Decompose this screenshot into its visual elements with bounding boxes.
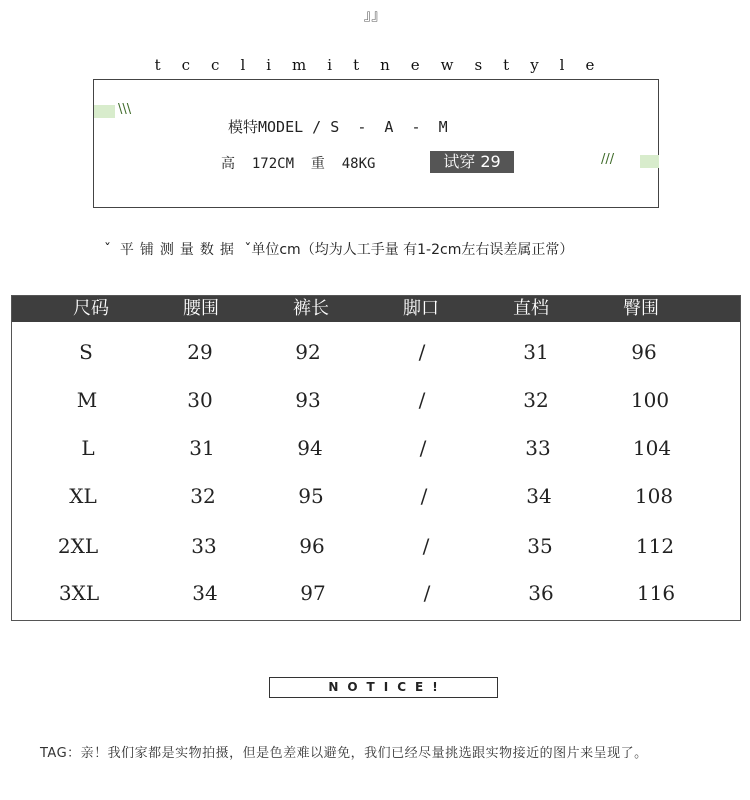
header-length: 裤长 xyxy=(293,298,329,319)
weight-value: 48KG xyxy=(341,156,376,172)
table-header-row xyxy=(12,296,740,322)
cell-hem: / xyxy=(418,340,426,364)
cell-hem: / xyxy=(422,534,430,558)
notice-label: NOTICE! xyxy=(269,677,498,698)
cell-waist: 34 xyxy=(192,581,218,605)
cell-hem: / xyxy=(418,388,426,412)
unit-note: 单位cm（均为人工手量 有1-2cm左右误差属正常） xyxy=(251,242,574,258)
left-decoration xyxy=(93,102,153,119)
brand-line: tcclimitnewstyle xyxy=(154,56,616,74)
cell-rise: 35 xyxy=(527,534,553,558)
cell-waist: 33 xyxy=(191,534,217,558)
cell-length: 92 xyxy=(295,340,321,364)
cell-rise: 31 xyxy=(523,340,549,364)
cell-size: 2XL xyxy=(57,534,99,558)
cell-length: 96 xyxy=(299,534,325,558)
header-hem: 脚口 xyxy=(403,298,439,319)
cell-rise: 33 xyxy=(525,436,551,460)
measure-title: 平铺测量数据 xyxy=(119,242,240,258)
header-waist: 腰围 xyxy=(183,298,219,319)
model-size-line: 模特MODEL / S - A - M xyxy=(228,118,448,136)
right-decoration xyxy=(598,152,660,169)
cell-hip: 116 xyxy=(636,581,676,605)
weight-label: 重 xyxy=(310,156,325,172)
chevron-down-icon: ˇ xyxy=(104,242,111,258)
cell-hem: / xyxy=(423,581,431,605)
cell-waist: 29 xyxy=(187,340,213,364)
deco-bar xyxy=(640,155,659,168)
header-size: 尺码 xyxy=(73,298,109,319)
cell-hem: / xyxy=(420,484,428,508)
cell-hip: 112 xyxy=(635,534,675,558)
cell-hem: / xyxy=(419,436,427,460)
deco-slashes: /// xyxy=(601,152,615,167)
footer-tag: TAG：亲！我们家都是实物拍摄，但是色差难以避免，我们已经尽量挑选跟实物接近的图片来呈现了。 xyxy=(40,746,648,761)
model-stats xyxy=(221,153,375,173)
cell-waist: 32 xyxy=(190,484,216,508)
cell-length: 97 xyxy=(300,581,326,605)
cell-size: S xyxy=(79,340,93,364)
chevron-down-icon: ˇ xyxy=(244,242,252,258)
model-info-box xyxy=(93,79,659,208)
cell-hip: 96 xyxy=(631,340,657,364)
header-hip: 臀围 xyxy=(623,298,659,319)
deco-bar xyxy=(94,105,115,118)
height-label: 高 xyxy=(221,156,235,172)
cell-rise: 32 xyxy=(523,388,549,412)
cell-hip: 100 xyxy=(630,388,670,412)
cell-waist: 31 xyxy=(189,436,215,460)
height-value: 172CM xyxy=(251,156,295,172)
cell-length: 93 xyxy=(295,388,321,412)
cell-size: XL xyxy=(69,484,97,508)
size-table xyxy=(11,295,741,621)
cell-size: M xyxy=(76,388,98,412)
cell-size: 3XL xyxy=(58,581,100,605)
cell-rise: 34 xyxy=(526,484,552,508)
cell-length: 94 xyxy=(297,436,323,460)
cell-rise: 36 xyxy=(528,581,554,605)
cell-waist: 30 xyxy=(187,388,213,412)
header-rise: 直档 xyxy=(513,298,549,319)
deco-slashes: \\\ xyxy=(118,102,132,117)
try-on-badge: 试穿 29 xyxy=(430,151,514,173)
top-mark: 』』 xyxy=(363,6,387,24)
cell-length: 95 xyxy=(298,484,324,508)
cell-size: L xyxy=(81,436,95,460)
measure-note xyxy=(104,239,573,259)
cell-hip: 108 xyxy=(634,484,674,508)
cell-hip: 104 xyxy=(632,436,672,460)
